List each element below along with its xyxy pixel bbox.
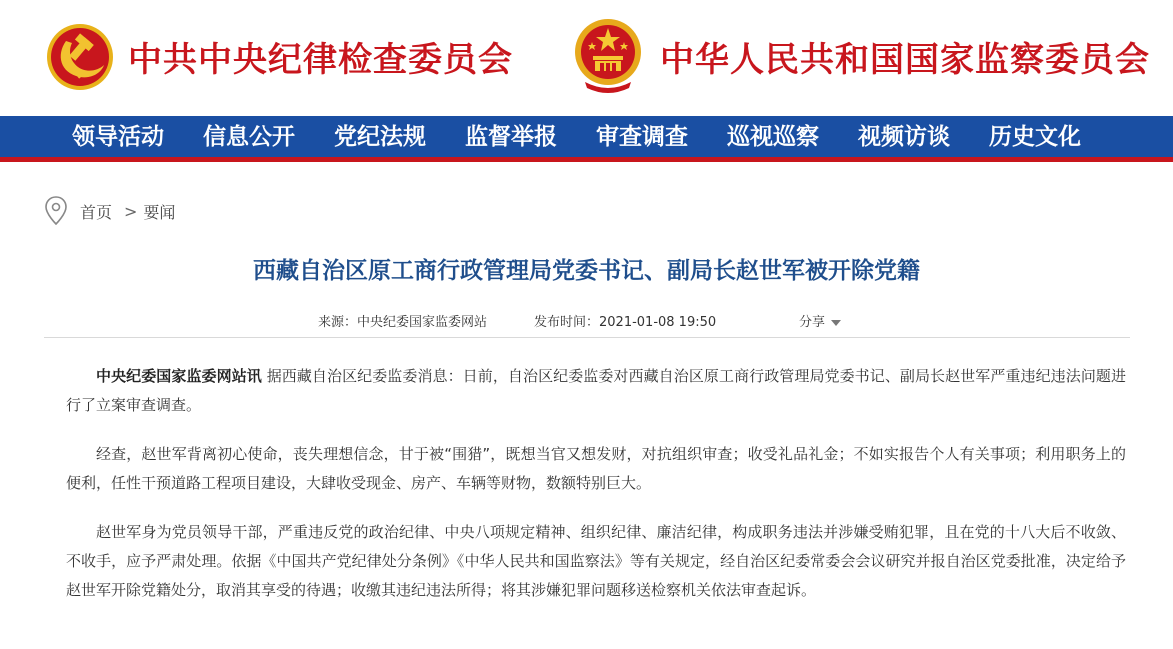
nsc-name[interactable]: 中华人民共和国国家监察委员会 — [660, 40, 1150, 80]
nav-item-info-disclosure[interactable]: 信息公开 — [203, 123, 295, 150]
nav-item-history-culture[interactable]: 历史文化 — [989, 123, 1081, 150]
meta-divider — [44, 337, 1130, 338]
breadcrumb-current[interactable]: 要闻 — [143, 202, 176, 222]
article-source: 来源：中央纪委国家监委网站 — [318, 315, 488, 330]
dateline: 中央纪委国家监委网站讯 — [96, 367, 262, 385]
main-nav — [0, 116, 1173, 162]
cpc-ccdi-name[interactable]: 中共中央纪律检查委员会 — [128, 40, 513, 80]
article-paragraph: 经查，赵世军背离初心使命，丧失理想信念，甘于被“围猎”，既想当官又想发财，对抗组织审查；收受礼品礼金；不如实报告个人有关事项；利用职务上的便利，任性干预道路工程项目建设，大肆收受现金、房产、车辆等财物，数额特别巨大。 — [66, 445, 1126, 492]
site-header — [0, 0, 1173, 116]
article-paragraph: 赵世军身为党员领导干部，严重违反党的政治纪律、中央八项规定精神、组织纪律、廉洁纪律，构成职务违法并涉嫌受贿犯罪，且在党的十八大后不收敛、不收手，应予严肃处理。依据《中国共产党纪律处分条例》《中华人民共和国监察法》等有关规定，经自治区纪委常委会会议研究并报自治区党委批准，决定给予赵世军开除党籍处分，取消其享受的待遇；收缴其违纪违法所得；将其涉嫌犯罪问题移送检察机关依法审查起诉。 — [66, 523, 1126, 599]
nav-item-inspection[interactable]: 巡视巡察 — [727, 123, 819, 150]
chevron-down-icon — [831, 320, 841, 326]
breadcrumb-home[interactable]: 首页 — [80, 202, 113, 222]
nav-item-supervision-report[interactable]: 监督举报 — [465, 123, 557, 150]
breadcrumb — [44, 196, 175, 226]
paragraph-text: 据西藏自治区纪委监委消息：日前，自治区纪委监委对西藏自治区原工商行政管理局党委书记、副局长赵世军严重违纪违法问题进行了立案审查调查。 — [66, 367, 1126, 414]
nav-item-investigation[interactable]: 审查调查 — [596, 123, 688, 150]
nav-item-video-interview[interactable]: 视频访谈 — [858, 123, 950, 150]
national-emblem-icon[interactable] — [573, 16, 643, 94]
location-pin-icon — [44, 196, 68, 226]
party-emblem-icon[interactable] — [46, 23, 114, 91]
breadcrumb-separator: > — [124, 201, 138, 221]
article-body — [66, 362, 1126, 625]
article-paragraph — [66, 362, 1126, 420]
nav-item-regulations[interactable]: 党纪法规 — [334, 123, 426, 150]
article-time: 发布时间：2021-01-08 19:50 — [534, 315, 717, 330]
article-meta — [0, 309, 1173, 331]
share-label: 分享 — [799, 315, 826, 330]
nav-item-leadership[interactable]: 领导活动 — [72, 123, 164, 150]
article-title: 西藏自治区原工商行政管理局党委书记、副局长赵世军被开除党籍 — [253, 258, 920, 284]
share-button[interactable] — [799, 311, 841, 330]
